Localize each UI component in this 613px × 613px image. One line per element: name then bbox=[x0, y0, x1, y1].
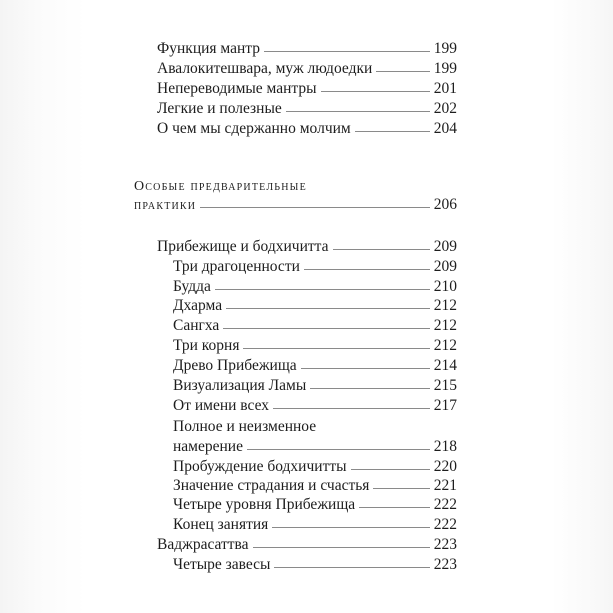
toc-entry-label: Конец занятия bbox=[173, 516, 269, 533]
toc-entry bbox=[157, 536, 457, 554]
toc-entry-page: 199 bbox=[433, 40, 457, 57]
toc-entry-label: Функция мантр bbox=[157, 40, 261, 57]
dot-leader bbox=[373, 488, 429, 489]
toc-entry-page: 223 bbox=[433, 556, 457, 573]
toc-entry-label: От имени всех bbox=[173, 397, 270, 414]
toc-entry-label: Ваджрасаттва bbox=[157, 536, 249, 553]
toc-entry-label: Авалокитешвара, муж людоедки bbox=[157, 60, 373, 77]
toc-subentry bbox=[173, 397, 457, 415]
toc-entry-page: 221 bbox=[433, 477, 457, 494]
dot-leader bbox=[301, 368, 430, 369]
toc-entry-page: 222 bbox=[433, 496, 457, 513]
dot-leader bbox=[253, 547, 430, 548]
toc-entry-label: Будда bbox=[173, 278, 211, 295]
toc-entry-page: 204 bbox=[433, 120, 457, 137]
toc-entry-label: Дхарма bbox=[173, 297, 223, 314]
toc-entry-page: 210 bbox=[433, 278, 457, 295]
toc-entry-label: Визуализация Ламы bbox=[173, 377, 307, 394]
toc-entry bbox=[157, 100, 457, 118]
toc-subentry bbox=[173, 357, 457, 375]
toc-entry-page: 215 bbox=[433, 377, 457, 394]
toc-subentry bbox=[173, 458, 457, 476]
dot-leader bbox=[310, 388, 430, 389]
toc-entry bbox=[157, 120, 457, 138]
dot-leader bbox=[200, 207, 430, 208]
toc-entry-label: Значение страдания и счастья bbox=[173, 477, 370, 494]
dot-leader bbox=[273, 408, 430, 409]
toc-entry-page: 222 bbox=[433, 516, 457, 533]
toc-entry-label: Четыре уровня Прибежища bbox=[173, 496, 356, 513]
toc-entry-page: 199 bbox=[433, 60, 457, 77]
toc-subentry bbox=[173, 477, 457, 495]
toc-entry-label: Непереводимые мантры bbox=[157, 80, 317, 97]
toc-entry bbox=[157, 40, 457, 58]
toc-entry-page: 209 bbox=[433, 258, 457, 275]
dot-leader bbox=[376, 71, 429, 72]
section-heading-page: 206 bbox=[433, 196, 457, 213]
dot-leader bbox=[333, 249, 430, 250]
toc-subentry bbox=[173, 278, 457, 296]
dot-leader bbox=[351, 469, 430, 470]
toc-entry-page: 212 bbox=[433, 297, 457, 314]
section-heading-line1: Особые предварительные bbox=[134, 179, 307, 194]
toc-entry-page: 218 bbox=[433, 438, 457, 455]
toc-subentry bbox=[173, 317, 457, 335]
toc-entry bbox=[157, 80, 457, 98]
toc-subentry-line1: Полное и неизменное bbox=[173, 418, 317, 435]
dot-leader bbox=[243, 348, 429, 349]
toc-entry-label: Три драгоценности bbox=[173, 258, 300, 275]
toc-entry-page: 223 bbox=[433, 536, 457, 553]
toc-entry-label: Три корня bbox=[173, 337, 240, 354]
toc-subentry bbox=[173, 438, 457, 456]
toc-entry-label: Четыре завесы bbox=[173, 556, 271, 573]
toc-entry-page: 214 bbox=[433, 357, 457, 374]
dot-leader bbox=[223, 328, 429, 329]
toc-entry bbox=[157, 238, 457, 256]
toc-entry-page: 212 bbox=[433, 317, 457, 334]
dot-leader bbox=[274, 567, 429, 568]
toc-subentry bbox=[173, 496, 457, 514]
toc-entry-label: Древо Прибежища bbox=[173, 357, 297, 374]
dot-leader bbox=[264, 51, 430, 52]
section-heading-line2: практики bbox=[134, 198, 197, 213]
dot-leader bbox=[359, 507, 430, 508]
dot-leader bbox=[355, 131, 430, 132]
toc-entry-page: 212 bbox=[433, 337, 457, 354]
toc-entry-label: Сангха bbox=[173, 317, 220, 334]
section-heading-line2-row bbox=[134, 196, 457, 215]
toc-entry bbox=[157, 60, 457, 78]
toc-entry-page: 201 bbox=[433, 80, 457, 97]
toc-subentry bbox=[173, 337, 457, 355]
toc-subentry bbox=[173, 556, 457, 574]
toc-entry-page: 209 bbox=[433, 238, 457, 255]
toc-subentry bbox=[173, 377, 457, 395]
toc-entry-label: Прибежище и бодхичитта bbox=[157, 238, 329, 255]
toc-entry-page: 202 bbox=[433, 100, 457, 117]
dot-leader bbox=[226, 308, 430, 309]
dot-leader bbox=[247, 449, 430, 450]
toc-subentry bbox=[173, 516, 457, 534]
dot-leader bbox=[286, 111, 430, 112]
toc-entry-label: Пробуждение бодхичитты bbox=[173, 458, 347, 475]
toc-entry-label: О чем мы сдержанно молчим bbox=[157, 120, 351, 137]
toc-entry-label: Легкие и полезные bbox=[157, 100, 282, 117]
toc-entry-label: намерение bbox=[173, 438, 243, 455]
section-heading bbox=[134, 178, 457, 215]
toc-subentry bbox=[173, 258, 457, 276]
dot-leader bbox=[272, 527, 429, 528]
dot-leader bbox=[304, 269, 430, 270]
dot-leader bbox=[215, 289, 430, 290]
toc-subentry bbox=[173, 297, 457, 315]
dot-leader bbox=[321, 91, 430, 92]
toc-entry-page: 220 bbox=[433, 458, 457, 475]
toc-entry-page: 217 bbox=[433, 397, 457, 414]
